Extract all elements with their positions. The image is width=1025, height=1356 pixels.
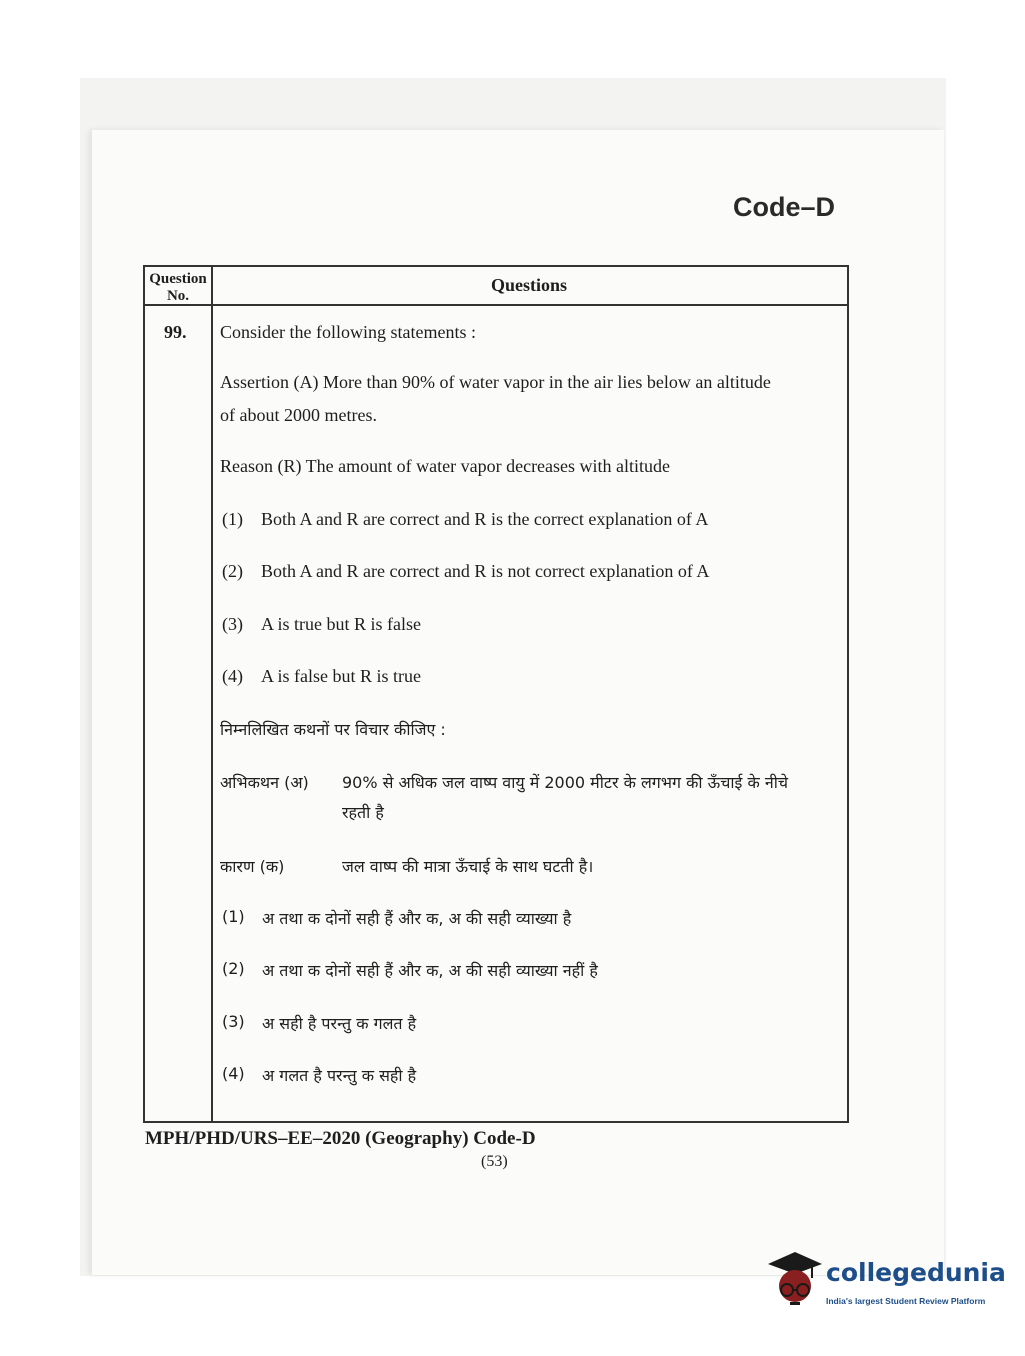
option-number: (4) bbox=[222, 666, 243, 686]
collegedunia-watermark bbox=[766, 1248, 1006, 1318]
page-number: (53) bbox=[481, 1153, 508, 1170]
option-text: A is false but R is true bbox=[261, 666, 421, 686]
option-text-hindi: अ तथा क दोनों सही हैं और क, अ की सही व्याख्या है bbox=[262, 909, 572, 928]
assertion-line-2: of about 2000 metres. bbox=[220, 405, 377, 425]
assertion-line-2-hindi: रहती है bbox=[342, 803, 384, 822]
option-number: (2) bbox=[222, 561, 243, 581]
exam-footer: MPH/PHD/URS–EE–2020 (Geography) Code-D bbox=[145, 1128, 536, 1149]
assertion-line-1: Assertion (A) More than 90% of water vapor in the air lies below an altitude bbox=[220, 372, 771, 392]
option-text: Both A and R are correct and R is not correct explanation of A bbox=[261, 561, 710, 581]
option-text: Both A and R are correct and R is the correct explanation of A bbox=[261, 509, 709, 529]
column-header-number: Question No. bbox=[149, 271, 207, 304]
question-intro-hindi: निम्नलिखित कथनों पर विचार कीजिए : bbox=[220, 720, 446, 739]
option-number: (1) bbox=[222, 509, 243, 529]
header-divider bbox=[145, 304, 847, 306]
option-number: (2) bbox=[222, 959, 245, 978]
assertion-label-hindi: अभिकथन (अ) bbox=[220, 773, 309, 792]
option-number: (4) bbox=[222, 1064, 245, 1083]
option-number: (1) bbox=[222, 907, 245, 926]
reason-text: Reason (R) The amount of water vapor decreases with altitude bbox=[220, 456, 671, 476]
column-header-questions: Questions bbox=[490, 275, 568, 295]
assertion-line-1-hindi: 90% से अधिक जल वाष्प वायु में 2000 मीटर के लगभग की ऊँचाई के नीचे bbox=[342, 773, 789, 792]
option-number: (3) bbox=[222, 614, 243, 634]
question-table bbox=[143, 265, 849, 1123]
reason-text-hindi: जल वाष्प की मात्रा ऊँचाई के साथ घटती है। bbox=[342, 857, 594, 876]
paper-code: Code–D bbox=[733, 192, 836, 222]
column-divider bbox=[211, 267, 213, 1121]
student-mascot-icon bbox=[766, 1250, 824, 1316]
option-text-hindi: अ गलत है परन्तु क सही है bbox=[262, 1066, 417, 1085]
option-number: (3) bbox=[222, 1012, 245, 1031]
brand-tagline: India's largest Student Review Platform bbox=[826, 1296, 986, 1306]
brand-name: collegedunia bbox=[826, 1258, 1006, 1287]
question-number: 99. bbox=[164, 322, 187, 342]
reason-label-hindi: कारण (क) bbox=[220, 857, 285, 876]
question-intro: Consider the following statements : bbox=[220, 322, 476, 342]
option-text-hindi: अ सही है परन्तु क गलत है bbox=[262, 1014, 417, 1033]
option-text-hindi: अ तथा क दोनों सही हैं और क, अ की सही व्याख्या नहीं है bbox=[262, 961, 598, 980]
option-text: A is true but R is false bbox=[261, 614, 421, 634]
